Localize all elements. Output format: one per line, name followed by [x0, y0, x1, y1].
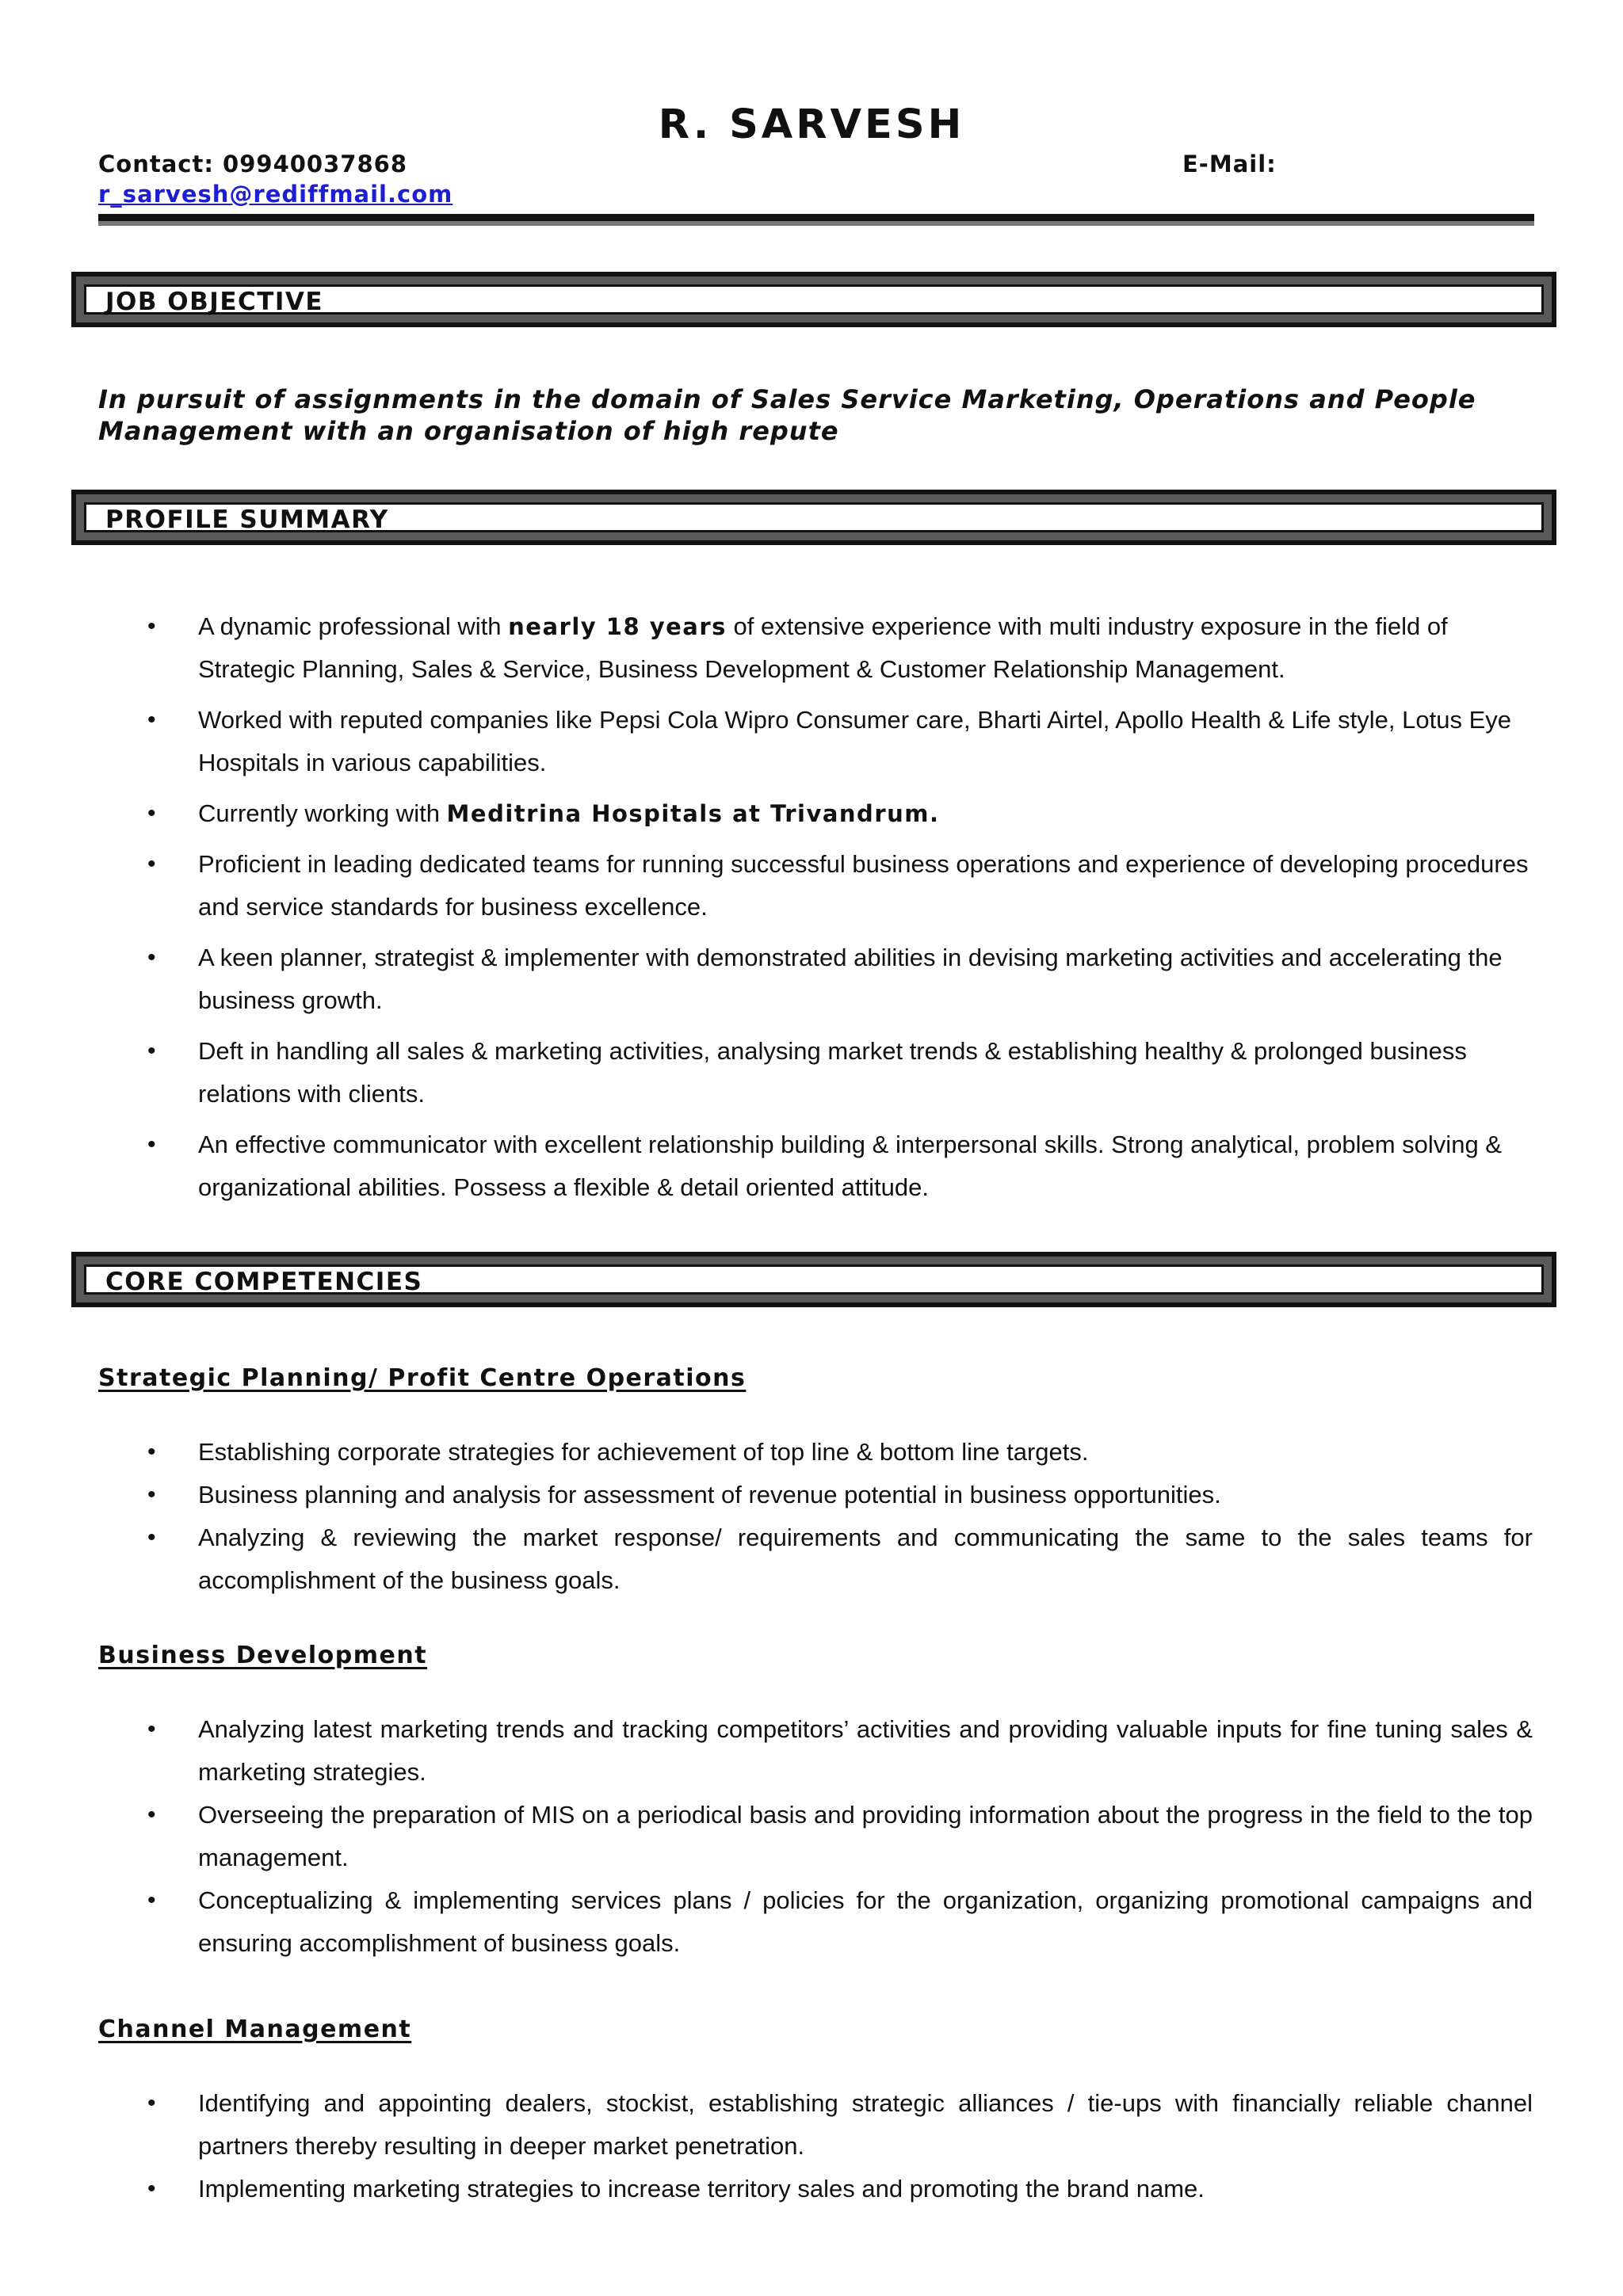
section-job-objective — [71, 272, 1556, 327]
channel-management-list — [98, 2082, 1533, 2210]
list-item: • Implementing marketing strategies to increase territory sales and promoting the brand name. — [98, 2168, 1533, 2210]
subhead-channel-management: Channel Management — [98, 2016, 412, 2043]
list-item: • Analyzing & reviewing the market response/ requirements and communicating the same to the sales teams for accomplishment of the business goals. — [98, 1516, 1533, 1602]
candidate-name: R. SARVESH — [658, 101, 965, 148]
list-item: • Business planning and analysis for assessment of revenue potential in business opportunities. — [98, 1474, 1533, 1516]
list-item: • Conceptualizing & implementing services plans / policies for the organization, organizing promotional campaigns and ensuring accomplishment of business goals. — [98, 1879, 1533, 1965]
list-item: • A dynamic professional with nearly 18 years of extensive experience with multi industry exposure in the field of Strategic Planning, Sales & Service, Business Development & Customer Relationship Management. — [98, 605, 1533, 691]
section-title-job-objective: JOB OBJECTIVE — [84, 284, 1544, 315]
highlight-current-employer: Meditrina Hospitals at Trivandrum. — [446, 800, 940, 827]
profile-summary-list — [98, 605, 1533, 1217]
list-item: • A keen planner, strategist & implementer with demonstrated abilities in devising marketing activities and accelerating the business growth. — [98, 936, 1533, 1022]
email-link[interactable]: r_sarvesh@rediffmail.com — [98, 181, 453, 208]
contact-phone: Contact: 09940037868 — [98, 151, 407, 177]
subhead-strategic-planning: Strategic Planning/ Profit Centre Operations — [98, 1364, 747, 1392]
list-item: • Currently working with Meditrina Hospitals at Trivandrum. — [98, 792, 1533, 835]
list-item: • Worked with reputed companies like Pepsi Cola Wipro Consumer care, Bharti Airtel, Apollo Health & Life style, Lotus Eye Hospitals in various capabilities. — [98, 699, 1533, 784]
list-item: • Identifying and appointing dealers, stockist, establishing strategic alliances / tie-ups with financially reliable channel partners thereby resulting in deeper market penetration. — [98, 2082, 1533, 2168]
section-profile-summary — [71, 490, 1556, 545]
subhead-business-development: Business Development — [98, 1642, 428, 1669]
list-item: • Analyzing latest marketing trends and tracking competitors’ activities and providing valuable inputs for fine tuning sales & marketing strategies. — [98, 1708, 1533, 1794]
highlight-experience: nearly 18 years — [508, 613, 727, 640]
list-item: • An effective communicator with excellent relationship building & interpersonal skills. Strong analytical, problem solving & organizational abilities. Possess a flexible & detail oriented attitude. — [98, 1123, 1533, 1209]
contact-line — [98, 151, 1537, 179]
header-divider — [98, 214, 1534, 226]
section-core-competencies — [71, 1252, 1556, 1307]
list-item: • Establishing corporate strategies for achievement of top line & bottom line targets. — [98, 1431, 1533, 1474]
list-item: • Overseeing the preparation of MIS on a periodical basis and providing information about the progress in the field to the top management. — [98, 1794, 1533, 1879]
section-title-core-competencies: CORE COMPETENCIES — [84, 1264, 1544, 1295]
objective-text: In pursuit of assignments in the domain of Sales Service Marketing, Operations and People Management with an organisation of high repute — [98, 384, 1476, 446]
email-label: E-Mail: — [1182, 151, 1277, 177]
strategic-planning-list — [98, 1431, 1533, 1602]
business-development-list — [98, 1708, 1533, 1965]
section-title-profile-summary: PROFILE SUMMARY — [84, 502, 1544, 532]
list-item: • Deft in handling all sales & marketing activities, analysing market trends & establishing healthy & prolonged business relations with clients. — [98, 1030, 1533, 1116]
list-item: • Proficient in leading dedicated teams for running successful business operations and experience of developing procedures and service standards for business excellence. — [98, 843, 1533, 929]
